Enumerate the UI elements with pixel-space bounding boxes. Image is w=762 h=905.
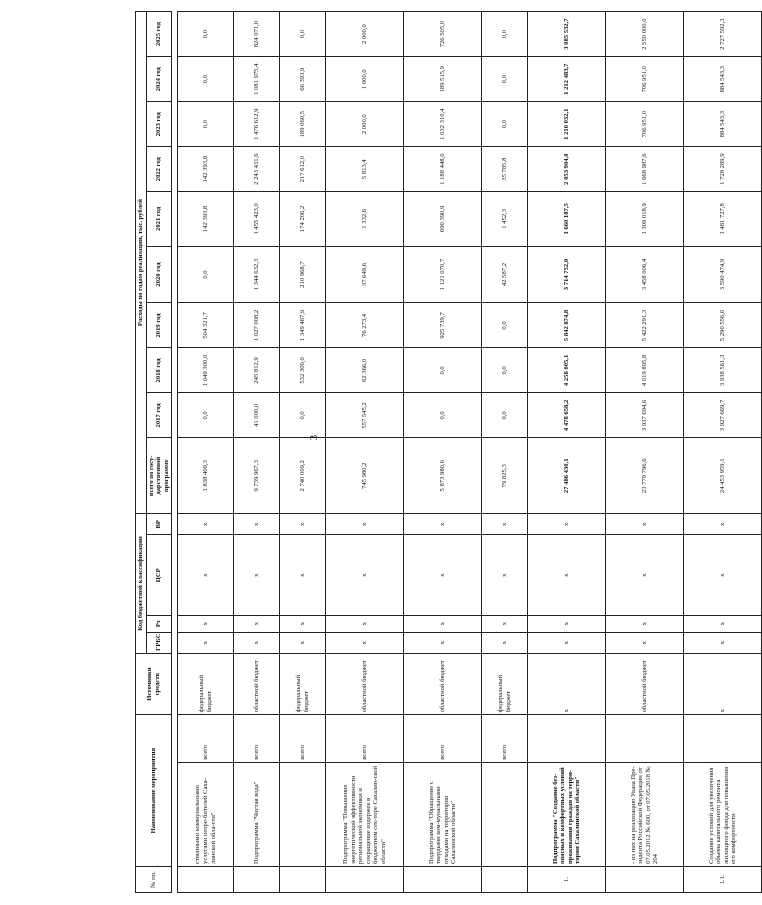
row-subtotal-label: всего: [280, 715, 326, 762]
row-year-value: 35 785,8: [482, 147, 528, 192]
row-grbs: x: [606, 632, 684, 653]
row-year-value: 1 476 612,9: [234, 102, 280, 147]
row-year-value: 1 349 467,9: [280, 303, 326, 348]
row-csr: x: [178, 535, 234, 616]
row-rz: x: [528, 615, 606, 632]
header-csr: ЦСР: [146, 535, 172, 616]
header-year: 2024 год: [146, 57, 172, 102]
row-year-value: 557 545,2: [326, 393, 404, 438]
row-year-value: 726 505,0: [404, 12, 482, 57]
row-year-value: 1 309 018,9: [606, 192, 684, 246]
row-subtotal-label: [684, 715, 762, 762]
row-year-value: 0,0: [482, 348, 528, 393]
row-year-value: 532 300,0: [280, 348, 326, 393]
row-year-value: 0,0: [280, 393, 326, 438]
row-number: [404, 866, 482, 892]
row-year-value: 3 938 561,3: [684, 348, 762, 393]
row-number: 1.1.: [684, 866, 762, 892]
row-name: Подпрограмма "Создание без-опасных и комфортных условий проживания граждан на терри-тории Сахалинской области": [528, 762, 606, 866]
row-year-value: 76 273,4: [326, 303, 404, 348]
row-year-value: 2 000,0: [326, 102, 404, 147]
header-year: 2019 год: [146, 303, 172, 348]
row-year-value: 2 727 592,3: [684, 12, 762, 57]
row-year-value: 0,0: [482, 57, 528, 102]
row-year-value: 3 590 474,9: [684, 246, 762, 303]
row-year-value: 0,0: [482, 12, 528, 57]
row-number: 1.: [528, 866, 606, 892]
row-year-value: 37 649,6: [326, 246, 404, 303]
row-subtotal-label: всего: [482, 715, 528, 762]
row-vr: x: [178, 514, 234, 535]
row-rz: x: [280, 615, 326, 632]
row-year-value: 217 612,0: [280, 147, 326, 192]
row-grbs: x: [404, 632, 482, 653]
row-total: 2 740 009,2: [280, 438, 326, 514]
row-year-value: 245 812,9: [234, 348, 280, 393]
row-total: 9 739 967,3: [234, 438, 280, 514]
row-grbs: x: [482, 632, 528, 653]
table-row: [482, 12, 528, 893]
row-source: областной бюджет: [606, 653, 684, 715]
row-number: [280, 866, 326, 892]
row-year-value: 189 515,9: [404, 57, 482, 102]
row-year-value: 884 543,3: [684, 102, 762, 147]
row-vr: x: [326, 514, 404, 535]
row-year-value: 2 000,0: [326, 12, 404, 57]
row-year-value: 1 452,3: [482, 192, 528, 246]
row-vr: x: [528, 514, 606, 535]
row-year-value: 189 060,5: [280, 102, 326, 147]
row-year-value: 3 085 532,7: [528, 12, 606, 57]
row-total: 23 779 796,6: [606, 438, 684, 514]
row-grbs: x: [178, 632, 234, 653]
header-year: 2020 год: [146, 246, 172, 303]
row-year-value: 4 258 005,1: [528, 348, 606, 393]
row-year-value: 0,0: [404, 348, 482, 393]
header-year: 2018 год: [146, 348, 172, 393]
row-rz: x: [234, 615, 280, 632]
row-year-value: 1 000,0: [326, 57, 404, 102]
row-year-value: 706 951,0: [606, 57, 684, 102]
row-year-value: 2 550 000,0: [606, 12, 684, 57]
row-rz: x: [482, 615, 528, 632]
row-year-value: 1 728 289,9: [684, 147, 762, 192]
row-year-value: 3 458 006,4: [606, 246, 684, 303]
row-source: федеральный бюджет: [482, 653, 528, 715]
row-year-value: 1 455 423,0: [234, 192, 280, 246]
row-source: федеральный бюджет: [178, 653, 234, 715]
page-number: 3: [309, 435, 320, 440]
row-year-value: 1 027 008,2: [234, 303, 280, 348]
row-name: Подпрограмма "Чистая вода": [234, 762, 280, 866]
row-year-value: 706 951,0: [606, 102, 684, 147]
row-csr: x: [684, 535, 762, 616]
header-rz: Рз: [146, 615, 172, 632]
row-year-value: 0,0: [178, 57, 234, 102]
row-year-value: 1 188 448,0: [404, 147, 482, 192]
header-code-group: Код бюджетной классификации: [136, 514, 147, 654]
row-rz: x: [684, 615, 762, 632]
header-num: № пп.: [136, 866, 172, 892]
row-year-value: 0,0: [178, 12, 234, 57]
row-year-value: 0,0: [178, 246, 234, 303]
row-year-value: 0,0: [404, 393, 482, 438]
row-rz: x: [178, 615, 234, 632]
row-csr: x: [482, 535, 528, 616]
row-total: 1 838 409,3: [178, 438, 234, 514]
row-year-value: 1 032 310,4: [404, 102, 482, 147]
row-year-value: 142 393,8: [178, 147, 234, 192]
row-year-value: 1 481 727,8: [684, 192, 762, 246]
row-name: [280, 762, 326, 866]
table-body: [172, 12, 762, 893]
row-year-value: 925 739,7: [404, 303, 482, 348]
row-year-value: 690 390,9: [404, 192, 482, 246]
row-name: Подпрограмма "Обращение с твердыми ком-мунальными отходами на территории Сахалинской области": [404, 762, 482, 866]
row-source: областной бюджет: [234, 653, 280, 715]
row-source: областной бюджет: [404, 653, 482, 715]
row-total: 745 980,2: [326, 438, 404, 514]
table-row: [528, 12, 606, 893]
header-name: Наименование мероприятия: [136, 715, 172, 867]
row-year-value: 4 019 895,8: [606, 348, 684, 393]
row-vr: x: [482, 514, 528, 535]
row-year-value: 3 937 694,6: [606, 393, 684, 438]
row-grbs: x: [684, 632, 762, 653]
table-row: [178, 12, 234, 893]
row-name: ственными коммунальными услугами потре-бителей Саха-линской обла-сти": [178, 762, 234, 866]
row-year-value: 1 212 483,7: [528, 57, 606, 102]
row-year-value: 884 543,3: [684, 57, 762, 102]
row-subtotal-label: [528, 715, 606, 762]
row-source: федеральный бюджет: [280, 653, 326, 715]
row-year-value: 0,0: [482, 393, 528, 438]
row-year-value: 142 393,8: [178, 192, 234, 246]
row-year-value: 66 393,9: [280, 57, 326, 102]
row-vr: x: [280, 514, 326, 535]
row-year-value: 2 053 904,0: [528, 147, 606, 192]
header-year: 2017 год: [146, 393, 172, 438]
row-vr: x: [234, 514, 280, 535]
row-year-value: 3 927 669,7: [684, 393, 762, 438]
row-year-value: 1 121 070,7: [404, 246, 482, 303]
row-csr: x: [280, 535, 326, 616]
row-year-value: 0,0: [178, 393, 234, 438]
table-row: [404, 12, 482, 893]
row-year-value: 210 968,7: [280, 246, 326, 303]
row-number: [606, 866, 684, 892]
row-name: Подпрограмма "Повышение энергетической эффективности региональной экономики и сокращение издержек в бюджетном сек-торе Сахалин-ской области": [326, 762, 404, 866]
header-source: Источники средств: [136, 653, 172, 715]
row-total: 79 825,3: [482, 438, 528, 514]
row-rz: x: [404, 615, 482, 632]
row-number: [482, 866, 528, 892]
row-vr: x: [606, 514, 684, 535]
header-year: 2025 год: [146, 12, 172, 57]
row-csr: x: [234, 535, 280, 616]
row-name: - из них на реализацию Указа Пре-зидента Российской Федерации от 07.05.2012 № 600, от 07.05.2018 № 204: [606, 762, 684, 866]
row-number: [234, 866, 280, 892]
row-year-value: 1 049 300,0: [178, 348, 234, 393]
row-year-value: 504 321,7: [178, 303, 234, 348]
row-year-value: 3 714 752,0: [528, 246, 606, 303]
row-year-value: 1 660 187,5: [528, 192, 606, 246]
row-year-value: 1 344 632,3: [234, 246, 280, 303]
row-year-value: 5 842 874,8: [528, 303, 606, 348]
row-grbs: x: [234, 632, 280, 653]
row-subtotal-label: всего: [326, 715, 404, 762]
header-year: 2022 год: [146, 147, 172, 192]
table-row: [606, 12, 684, 893]
row-year-value: 1 668 987,6: [606, 147, 684, 192]
row-year-value: 41 000,0: [234, 393, 280, 438]
row-csr: x: [404, 535, 482, 616]
row-vr: x: [684, 514, 762, 535]
row-grbs: x: [326, 632, 404, 653]
row-year-value: 174 206,2: [280, 192, 326, 246]
row-name: Создание условий для увеличения объема капитального ремонта жилищного фонда для повышения его комфортности: [684, 762, 762, 866]
header-total: всего по госу-дарственной программе: [146, 438, 172, 514]
row-subtotal-label: всего: [404, 715, 482, 762]
row-total: 24 453 959,1: [684, 438, 762, 514]
row-year-value: 5 290 556,6: [684, 303, 762, 348]
header-year: 2023 год: [146, 102, 172, 147]
table-row: [280, 12, 326, 893]
row-year-value: 0,0: [280, 12, 326, 57]
row-year-value: 62 366,0: [326, 348, 404, 393]
row-vr: x: [404, 514, 482, 535]
row-grbs: x: [280, 632, 326, 653]
row-year-value: 0,0: [482, 102, 528, 147]
row-number: [326, 866, 404, 892]
row-rz: x: [606, 615, 684, 632]
row-year-value: 2 243 431,6: [234, 147, 280, 192]
row-year-value: 5 813,4: [326, 147, 404, 192]
budget-table: [135, 11, 762, 893]
row-rz: x: [326, 615, 404, 632]
row-source: x: [528, 653, 606, 715]
row-csr: x: [606, 535, 684, 616]
row-total: 5 873 980,6: [404, 438, 482, 514]
row-csr: x: [326, 535, 404, 616]
row-csr: x: [528, 535, 606, 616]
row-year-value: 0,0: [482, 303, 528, 348]
table-row: [684, 12, 762, 893]
row-year-value: 824 071,0: [234, 12, 280, 57]
header-year: 2021 год: [146, 192, 172, 246]
header-expenses-group: Расходы по годам реализации, тыс. рублей: [136, 12, 147, 514]
row-subtotal-label: всего: [178, 715, 234, 762]
row-year-value: 1 081 975,4: [234, 57, 280, 102]
row-year-value: 1 210 032,1: [528, 102, 606, 147]
row-year-value: 1 332,6: [326, 192, 404, 246]
row-number: [178, 866, 234, 892]
row-source: областной бюджет: [326, 653, 404, 715]
row-year-value: 4 478 658,2: [528, 393, 606, 438]
row-subtotal-label: всего: [234, 715, 280, 762]
table-row: [326, 12, 404, 893]
row-year-value: 42 587,2: [482, 246, 528, 303]
header-grbs: ГРБС: [146, 632, 172, 653]
row-year-value: 0,0: [178, 102, 234, 147]
row-year-value: 5 422 291,3: [606, 303, 684, 348]
header-vr: ВР: [146, 514, 172, 535]
row-grbs: x: [528, 632, 606, 653]
table-row: [234, 12, 280, 893]
row-subtotal-label: [606, 715, 684, 762]
row-total: 27 486 430,1: [528, 438, 606, 514]
row-name: [482, 762, 528, 866]
row-source: x: [684, 653, 762, 715]
